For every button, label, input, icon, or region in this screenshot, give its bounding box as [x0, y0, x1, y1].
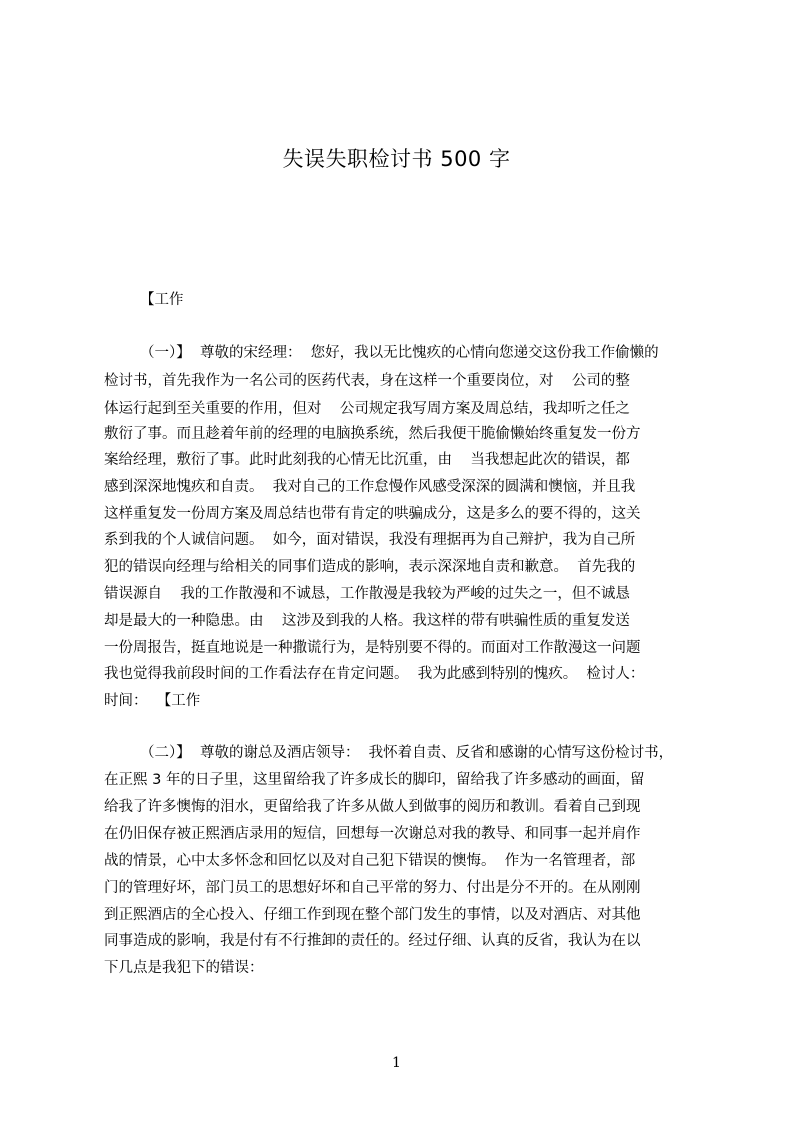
- text-line: 检讨书，首先我作为一名公司的医药代表，身在这样一个重要岗位，对 公司的整: [104, 373, 630, 389]
- text-line: 却是最大的一种隐患。由 这涉及到我的人格。我这样的带有哄骗性质的重复发送: [104, 613, 630, 629]
- text-line: 案给经理，敷衍了事。此时此刻我的心情无比沉重，由 当我想起此次的错误，都: [104, 452, 630, 468]
- text-line: 在仍旧保存被正熙酒店录用的短信，回想每一次谢总对我的教导、和同事一起并肩作: [104, 826, 641, 842]
- text-line: （一）】 尊敬的宋经理： 您好，我以无比愧疚的心情向您递交这份我工作偷懒的: [140, 345, 659, 361]
- text-line: 下几点是我犯下的错误：: [104, 960, 264, 976]
- text-line: 给我了许多懊悔的泪水，更留给我了许多从做人到做事的阅历和教训。看着自己到现: [104, 799, 641, 815]
- text-line: 体运行起到至关重要的作用，但对 公司规定我写周方案及周总结，我却听之任之: [104, 401, 630, 417]
- text-line: 感到深深地愧疚和自责。 我对自己的工作怠慢作风感受深深的圆满和懊恼，并且我: [104, 479, 636, 495]
- text-line: 敷衍了事。而且趁着年前的经理的电脑换系统，然后我便干脆偷懒始终重复发一份方: [104, 426, 641, 442]
- text-line: 门的管理好坏，部门员工的思想好坏和自己平常的努力、付出是分不开的。在从刚刚: [104, 880, 641, 896]
- text-line: 这样重复发一份周方案及周总结也带有肯定的哄骗成分，这是多么的要不得的，这关: [104, 506, 641, 522]
- page-number: 1: [392, 1055, 401, 1071]
- text-line: 在正熙 3 年的日子里，这里留给我了许多成长的脚印，留给我了许多感动的画面，留: [104, 772, 645, 788]
- text-line: （二）】 尊敬的谢总及酒店领导： 我怀着自责、反省和感谢的心情写这份检讨书，: [140, 745, 674, 761]
- text-line: 时间： 【工作: [104, 693, 201, 709]
- section-heading: 【工作: [140, 292, 184, 308]
- text-line: 错误源自 我的工作散漫和不诚恳，工作散漫是我较为严峻的过失之一，但不诚恳: [104, 586, 630, 602]
- document-title: 失误失职检讨书 500 字: [282, 147, 511, 171]
- text-line: 到正熙酒店的全心投入、仔细工作到现在整个部门发生的事情，以及对酒店、对其他: [104, 907, 641, 923]
- text-line: 同事造成的影响，我是付有不行推卸的责任的。经过仔细、认真的反省，我认为在以: [104, 933, 641, 949]
- text-line: 我也觉得我前段时间的工作看法存在肯定问题。 我为此感到特别的愧疚。 检讨人：: [104, 666, 645, 682]
- text-line: 系到我的个人诚信问题。 如今，面对错误，我没有理据再为自己辩护，我为自己所: [104, 532, 636, 548]
- text-line: 犯的错误向经理与给相关的同事们造成的影响，表示深深地自责和歉意。 首先我的: [104, 559, 636, 575]
- text-line: 一份周报告，挺直地说是一种撒谎行为，是特别要不得的。而面对工作散漫这一问题: [104, 640, 641, 656]
- text-line: 战的情景，心中太多怀念和回忆以及对自己犯下错误的懊悔。 作为一名管理者，部: [104, 853, 636, 869]
